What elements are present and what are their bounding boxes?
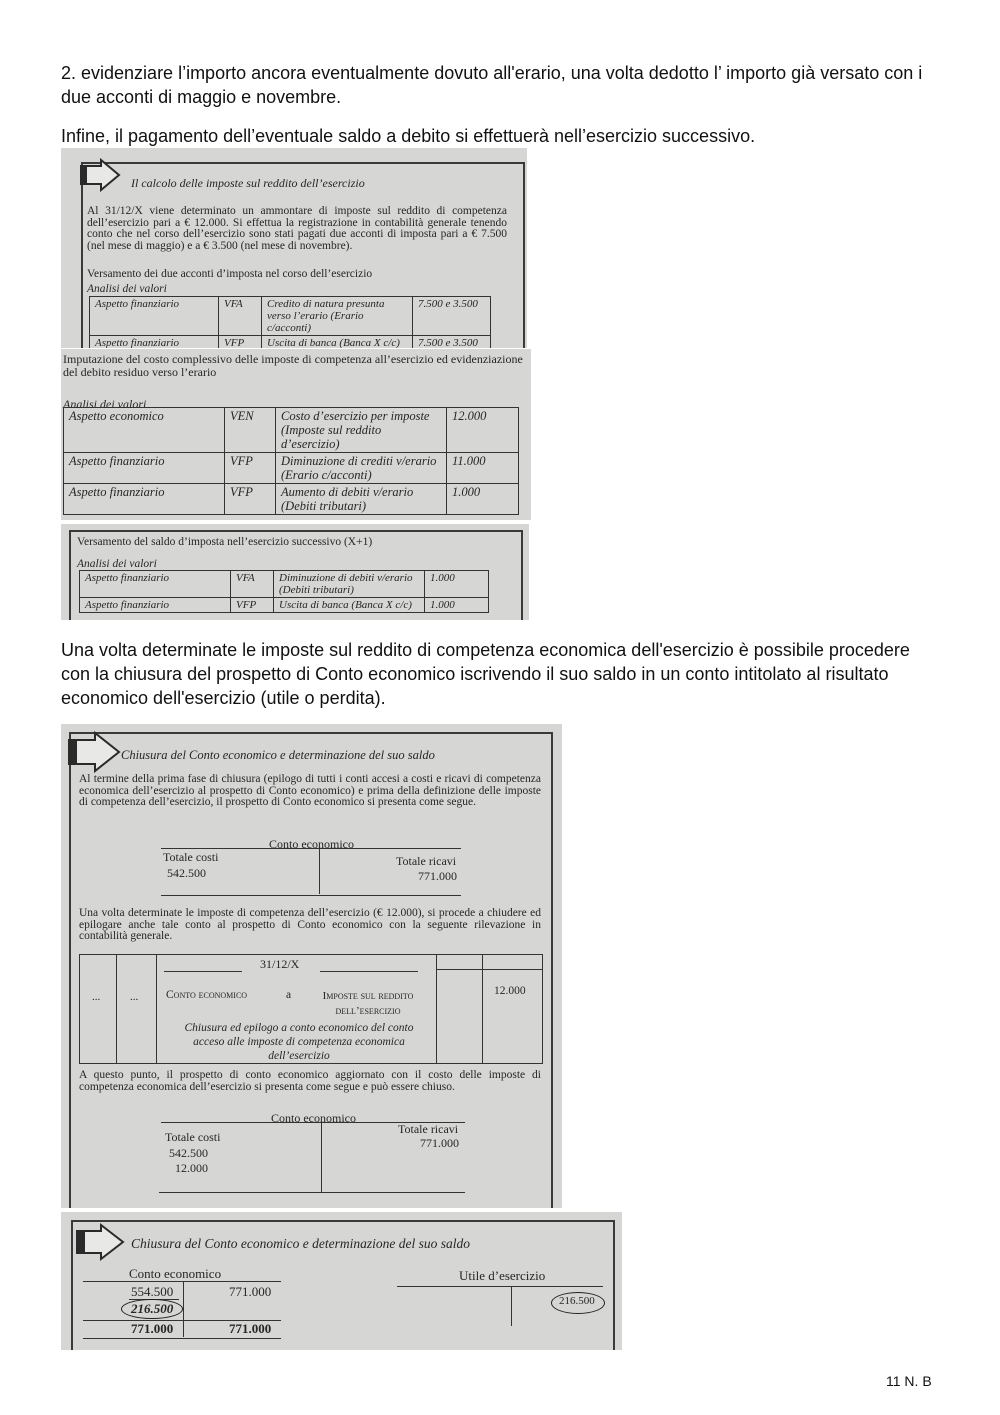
code-cell: VFA [231,571,274,598]
photo1-values-table [89,296,491,348]
table-row [90,297,491,336]
photo1-body: Al 31/12/X viene determinato un ammontare di imposte sul reddito di competenza dell’esercizio pari a € 12.000. Si effettua la registrazione in contabilità generale tenendo conto che nel corso dell’esercizio sono stati pagati due acconti di imposta pari a € 7.500 (nel mese di maggio) e a € 3.500 (nel mese di novembre). [87,205,507,252]
left-total-credit: 771.000 [229,1321,272,1336]
account2-name: Conto economico [271,1111,356,1125]
t-account-rule [83,1281,281,1282]
photo4-after: A questo punto, il prospetto di conto economico aggiornato con il costo delle imposte di competenza economica dell’esercizio si presenta come segue e può essere chiuso. [79,1069,541,1093]
arrow-icon [65,730,125,774]
account2-left-value-2: 12.000 [175,1161,208,1175]
account1-left-value: 542.500 [167,866,206,880]
account1-right-label: Totale ricavi [396,854,457,868]
arrow-icon [73,1222,129,1262]
code-cell: VEN [225,408,276,453]
paragraph-2: Infine, il pagamento dell’eventuale saldo a debito si effettuerà nell’esercizio successivo. [61,126,756,146]
photo2-title: Imputazione del costo complessivo delle imposte di competenza all’esercizio ed evidenziazione del debito residuo verso l’erario [63,352,523,379]
photo2-values-table [63,407,519,515]
left-account-name: Conto economico [129,1266,222,1281]
aspect-cell: Aspetto economico [64,408,225,453]
table-row [80,598,489,613]
photo-income-statement-balance [61,1212,622,1350]
account2-left-value-1: 542.500 [169,1146,208,1160]
t-account-divider [319,848,320,894]
paragraph-1: 2. evidenziare l’importo ancora eventualmente dovuto all'erario, una volta dedotto l’ importo già versato con i due acconti di maggio e novembre. [61,63,923,107]
account2-right-value: 771.000 [420,1136,459,1150]
table-row [64,453,519,484]
account2-right-label: Totale ricavi [398,1122,459,1136]
desc-cell: Uscita di banca (Banca X c/c) [274,598,425,613]
photo1-analysis-label: Analisi dei valori [87,283,167,295]
journal-a: a [286,989,292,1001]
desc-cell: Diminuzione di crediti v/erario (Erario c/acconti) [276,453,447,484]
code-cell: VFP [219,336,262,349]
aspect-cell: Aspetto finanziario [64,453,225,484]
t-account-bottom [159,1192,465,1193]
photo1-title: Il calcolo delle imposte sul reddito dell’esercizio [131,176,365,190]
table-row [64,484,519,515]
code-cell: VFP [225,453,276,484]
t-account-divider [321,1122,322,1192]
account1-right-value: 771.000 [418,869,457,883]
value-cell: 1.000 [425,598,489,613]
arrow-icon [77,158,123,192]
journal-credit-account: Imposte sul reddito dell’esercizio [322,990,414,1017]
t-account-divider [183,1281,184,1337]
right-account-name: Utile d’esercizio [459,1268,546,1283]
table-row [80,571,489,598]
left-debit-2: 216.500 [131,1301,174,1316]
photo1-subtitle: Versamento dei due acconti d’imposta nel corso dell’esercizio [87,268,373,280]
value-cell: 12.000 [447,408,519,453]
desc-cell: Aumento di debiti v/erario (Debiti tributari) [276,484,447,515]
left-total-debit: 771.000 [131,1321,174,1336]
photo3-analysis-label: Analisi dei valori [77,558,157,570]
value-cell: 7.500 e 3.500 [413,297,491,336]
t-account-rule [161,848,461,849]
t-account-rule [397,1286,603,1287]
account2-left-label: Totale costi [165,1130,221,1144]
aspect-cell: Aspetto finanziario [90,297,219,336]
code-cell: VFP [225,484,276,515]
desc-cell: Diminuzione di debiti v/erario (Debiti tributari) [274,571,425,598]
journal-entry [79,954,543,1064]
account1-left-label: Totale costi [163,850,219,864]
journal-amount: 12.000 [494,985,526,997]
table-row [90,336,491,349]
right-credit: 216.500 [559,1295,595,1307]
photo-income-statement-closing [61,724,562,1208]
photo4-intro: Al termine della prima fase di chiusura (epilogo di tutti i conti accesi a costi e ricavi di competenza economica dell’esercizio al prospetto di Conto economico) e prima della definizione delle imposte di competenza dell’esercizio, il prospetto di Conto economico si presenta come segue. [79,773,541,808]
value-cell: 1.000 [447,484,519,515]
left-credit-1: 771.000 [229,1284,272,1299]
photo-tax-balance-payment [61,524,529,620]
journal-col2: ... [130,991,139,1003]
photo-tax-calculation [61,148,527,348]
photo3-values-table [79,570,489,613]
page-footer: 11 N. B [886,1373,932,1389]
aspect-cell: Aspetto finanziario [90,336,219,349]
aspect-cell: Aspetto finanziario [64,484,225,515]
journal-date: 31/12/X [260,957,300,971]
aspect-cell: Aspetto finanziario [80,571,231,598]
aspect-cell: Aspetto finanziario [80,598,231,613]
value-cell: 11.000 [447,453,519,484]
photo4-title: Chiusura del Conto economico e determinazione del suo saldo [121,748,435,762]
photo2-analysis-label: Analisi dei valori [63,397,147,411]
journal-description: Chiusura ed epilogo a conto economico del conto acceso alle imposte di competenza economica dell’esercizio [184,1022,414,1062]
left-debit-1: 554.500 [131,1284,174,1299]
t-account-bottom [161,895,461,896]
photo4-middle: Una volta determinate le imposte di competenza dell’esercizio (€ 12.000), si procede a chiudere ed epilogare anche tale conto al prospetto di Conto economico con la seguente rilevazione in contabilità generale. [79,907,541,942]
desc-cell: Uscita di banca (Banca X c/c) [262,336,413,349]
paragraph-3: Una volta determinate le imposte sul reddito di competenza economica dell'esercizio è possibile procedere con la chiusura del prospetto di Conto economico iscrivendo il suo saldo in un conto intitolato al risultato economico dell'esercizio (utile o perdita). [61,640,910,708]
journal-col1: ... [92,991,101,1003]
journal-debit-account: Conto economico [166,989,248,1001]
code-cell: VFP [231,598,274,613]
account1-name: Conto economico [269,837,354,851]
desc-cell: Costo d’esercizio per imposte (Imposte sul reddito d’esercizio) [276,408,447,453]
photo5-title: Chiusura del Conto economico e determinazione del suo saldo [131,1236,470,1251]
photo3-title: Versamento del saldo d’imposta nell’esercizio successivo (X+1) [77,536,373,548]
table-row [64,408,519,453]
value-cell: 7.500 e 3.500 [413,336,491,349]
value-cell: 1.000 [425,571,489,598]
t-account-divider [511,1286,512,1326]
desc-cell: Credito di natura presunta verso l’erario (Erario c/acconti) [262,297,413,336]
code-cell: VFA [219,297,262,336]
photo-tax-imputation [61,349,531,520]
